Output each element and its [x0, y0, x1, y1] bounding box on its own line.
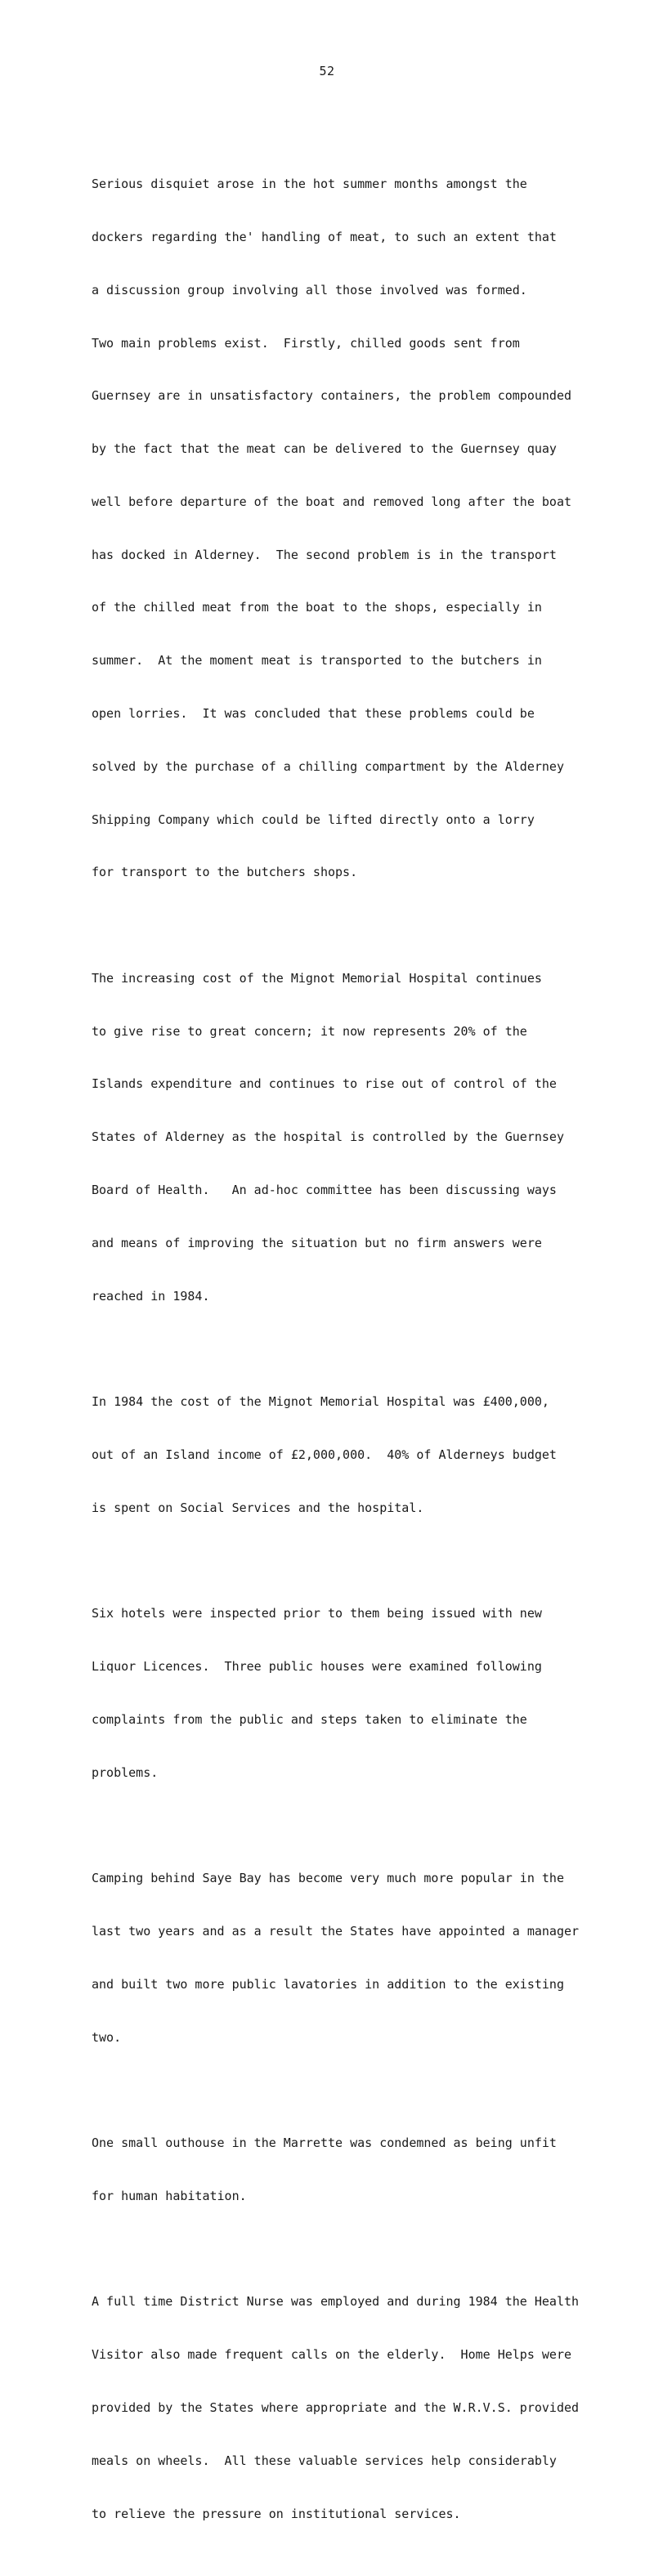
paragraph-hotels-licences — [92, 1570, 615, 1817]
text-line: States of Alderney as the hospital is controlled by the Guernsey — [92, 1129, 564, 1145]
text-line: One small outhouse in the Marrette was condemned as being unfit — [92, 2135, 557, 2151]
text-line: out of an Island income of £2,000,000. 40% of Alderneys budget — [92, 1447, 557, 1462]
text-line: a discussion group involving all those involved was formed. — [92, 282, 527, 297]
text-line: Guernsey are in unsatisfactory containers, the problem compounded — [92, 388, 571, 404]
text-line: dockers regarding the' handling of meat, to such an extent that — [92, 229, 557, 244]
text-line: by the fact that the meat can be delivered to the Guernsey quay — [92, 441, 557, 457]
text-line: The increasing cost of the Mignot Memorial Hospital continues — [92, 970, 542, 986]
text-line: summer. At the moment meat is transported to the butchers in — [92, 653, 542, 669]
text-line: open lorries. It was concluded that these problems could be — [92, 706, 535, 721]
text-line: problems. — [92, 1764, 159, 1780]
text-line: Camping behind Saye Bay has become very much more popular in the — [92, 1871, 564, 1886]
page-number: 52 — [319, 64, 335, 78]
text-line: two. — [92, 2029, 122, 2045]
text-line: Liquor Licences. Three public houses were examined following — [92, 1659, 542, 1675]
text-line: complaints from the public and steps taken to eliminate the — [92, 1711, 527, 1727]
text-line: to relieve the pressure on institutional services. — [92, 2506, 461, 2521]
text-line: Six hotels were inspected prior to them being issued with new — [92, 1606, 542, 1621]
text-line: Islands expenditure and continues to rise out of control of the — [92, 1076, 557, 1092]
text-line: provided by the States where appropriate and the W.R.V.S. provided — [92, 2400, 580, 2415]
text-line: meals on wheels. All these valuable services help considerably — [92, 2453, 557, 2468]
text-line: reached in 1984. — [92, 1288, 210, 1304]
text-line: Two main problems exist. Firstly, chilled goods sent from — [92, 335, 520, 351]
text-line: Visitor also made frequent calls on the elderly. Home Helps were — [92, 2347, 571, 2363]
text-line: and built two more public lavatories in addition to the existing — [92, 1976, 564, 1992]
text-line: last two years and as a result the States have appointed a manager — [92, 1923, 580, 1939]
text-line: is spent on Social Services and the hospital. — [92, 1500, 424, 1515]
text-line: A full time District Nurse was employed and during 1984 the Health — [92, 2294, 580, 2310]
paragraph-outhouse — [92, 2100, 615, 2241]
text-line: to give rise to great concern; it now represents 20% of the — [92, 1023, 527, 1039]
text-line: for transport to the butchers shops. — [92, 865, 358, 880]
paragraph-camping — [92, 1835, 615, 2082]
body-text — [92, 141, 615, 2576]
text-line: of the chilled meat from the boat to the shops, especially in — [92, 600, 542, 615]
text-line: Board of Health. An ad-hoc committee has been discussing ways — [92, 1183, 557, 1198]
text-line: has docked in Alderney. The second problem is in the transport — [92, 547, 557, 562]
paragraph-dockers-meat — [92, 141, 615, 917]
text-line: and means of improving the situation but no firm answers were — [92, 1235, 542, 1250]
paragraph-hospital-budget — [92, 1358, 615, 1553]
paragraph-hospital-cost — [92, 935, 615, 1341]
text-line: In 1984 the cost of the Mignot Memorial Hospital was £400,000, — [92, 1394, 549, 1410]
text-line: well before departure of the boat and removed long after the boat — [92, 494, 571, 509]
text-line: Serious disquiet arose in the hot summer months amongst the — [92, 177, 527, 192]
text-line: Shipping Company which could be lifted directly onto a lorry — [92, 812, 535, 827]
text-line: for human habitation. — [92, 2188, 247, 2203]
paragraph-district-nurse — [92, 2258, 615, 2558]
text-line: solved by the purchase of a chilling compartment by the Alderney — [92, 758, 564, 774]
